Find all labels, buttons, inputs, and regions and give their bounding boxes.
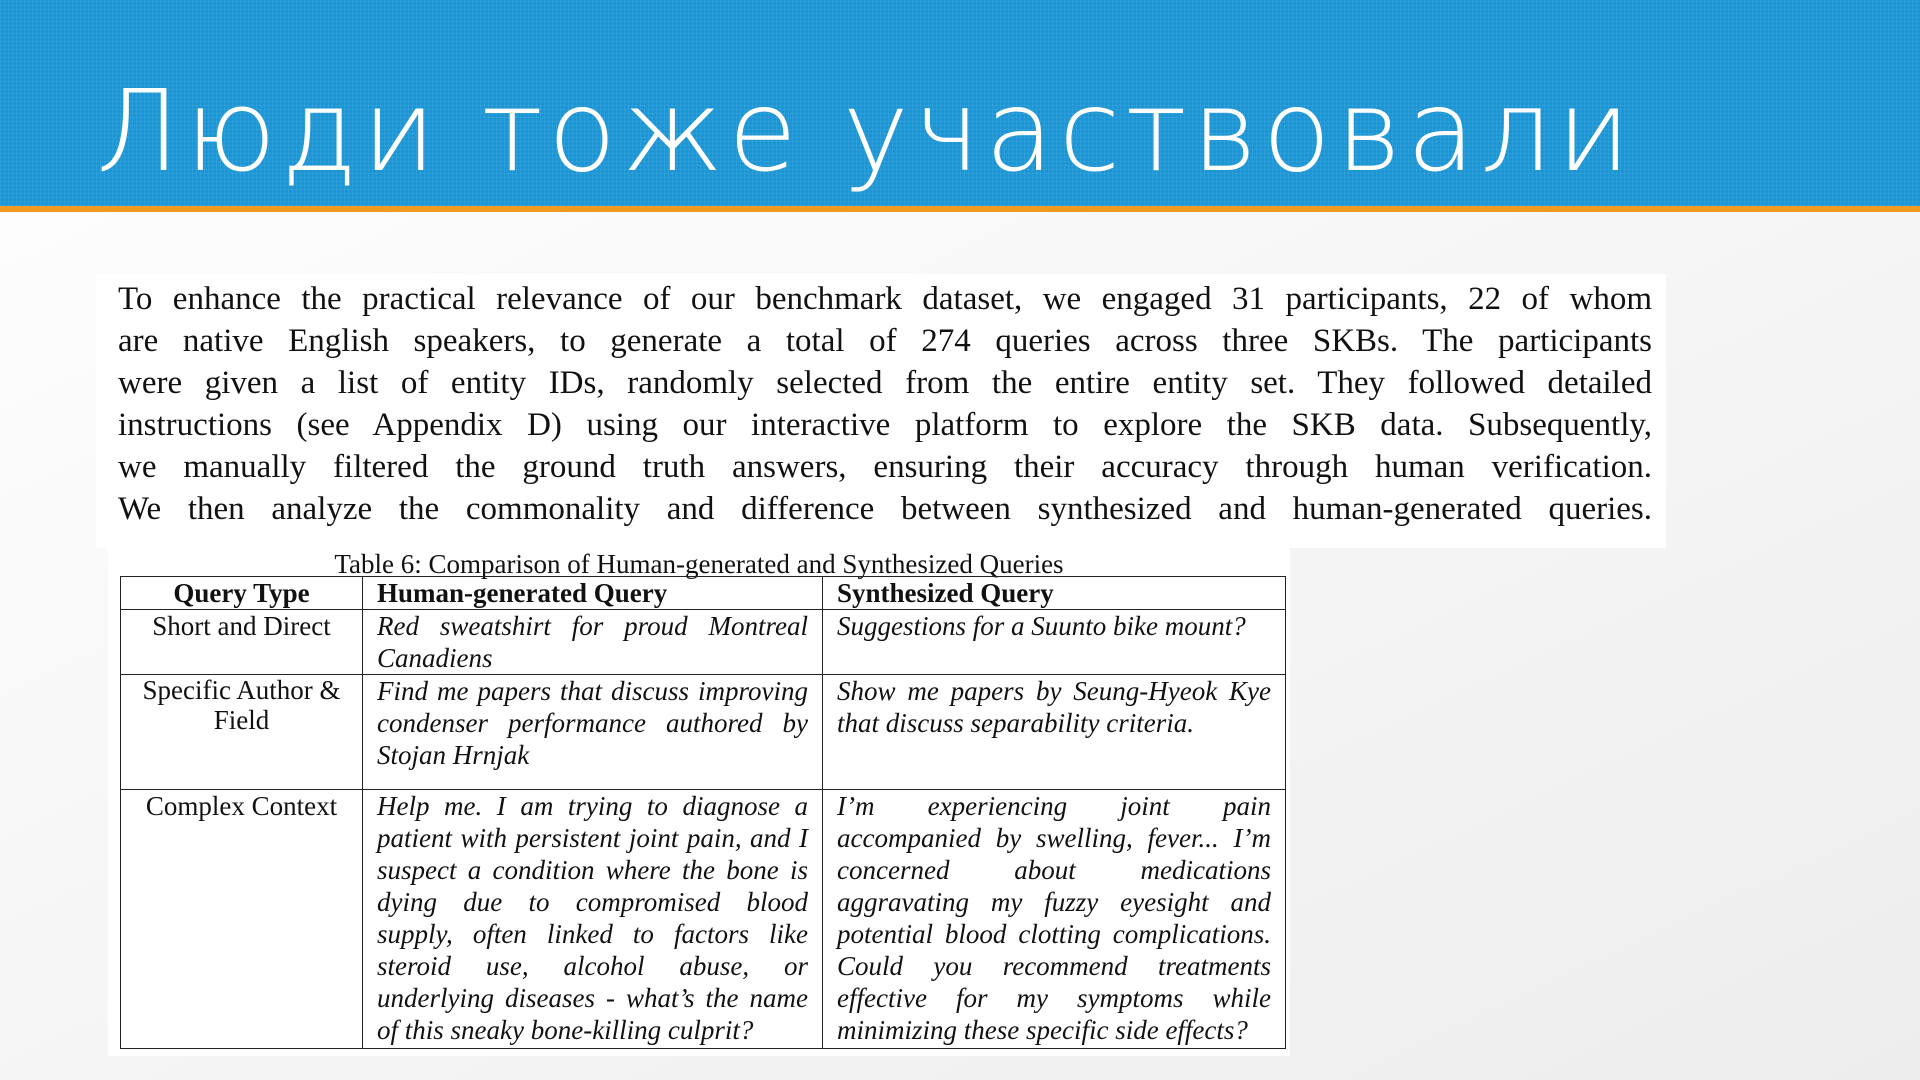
slide-title: Люди тоже участвовали (96, 67, 1636, 197)
table-header-row (121, 577, 1286, 610)
header-human-generated: Human-generated Query (363, 577, 823, 610)
table-caption: Table 6: Comparison of Human-generated and Synthesized Queries (334, 549, 1064, 579)
synthesized-query-cell: Suggestions for a Suunto bike mount? (823, 610, 1286, 675)
paragraph-line-2: are native English speakers, to generate a total of 274 queries across three SKBs. The participants (118, 323, 1652, 359)
paragraph-line-4: instructions (see Appendix D) using our interactive platform to explore the SKB data. Subsequently, (118, 407, 1652, 443)
query-type-cell: Specific Author & Field (121, 675, 363, 790)
table-row (121, 610, 1286, 675)
table-row (121, 675, 1286, 790)
paragraph-line-3: were given a list of entity IDs, randomly selected from the entire entity set. They followed detailed (118, 365, 1652, 401)
query-type-cell: Short and Direct (121, 610, 363, 675)
synthesized-query-cell: Show me papers by Seung-Hyeok Kye that discuss separability criteria. (823, 675, 1286, 790)
paper-excerpt-table (108, 548, 1290, 1056)
header-synthesized: Synthesized Query (823, 577, 1286, 610)
header-query-type: Query Type (121, 577, 363, 610)
query-type-cell: Complex Context (121, 790, 363, 1049)
paper-excerpt-paragraph (96, 274, 1666, 548)
header-accent-rule (0, 206, 1920, 212)
human-query-cell: Red sweatshirt for proud Montreal Canadiens (363, 610, 823, 675)
synthesized-query-cell: I’m experiencing joint pain accompanied by swelling, fever... I’m concerned about medications aggravating my fuzzy eyesight and potential blood clotting complications. Could you recommend treatments effective for my symptoms while minimizing these specific side effects? (823, 790, 1286, 1049)
human-query-cell: Help me. I am trying to diagnose a patient with persistent joint pain, and I suspect a condition where the bone is dying due to compromised blood supply, often linked to factors like steroid use, alcohol abuse, or underlying diseases - what’s the name of this sneaky bone-killing culprit? (363, 790, 823, 1049)
paragraph-line-1: To enhance the practical relevance of our benchmark dataset, we engaged 31 participants, 22 of whom (118, 281, 1652, 317)
paragraph-line-5: we manually filtered the ground truth answers, ensuring their accuracy through human verification. (118, 449, 1652, 485)
comparison-table (120, 576, 1286, 1049)
paragraph-line-6: We then analyze the commonality and difference between synthesized and human-generated queries. (118, 491, 1652, 527)
human-query-cell: Find me papers that discuss improving condenser performance authored by Stojan Hrnjak (363, 675, 823, 790)
table-row (121, 790, 1286, 1049)
